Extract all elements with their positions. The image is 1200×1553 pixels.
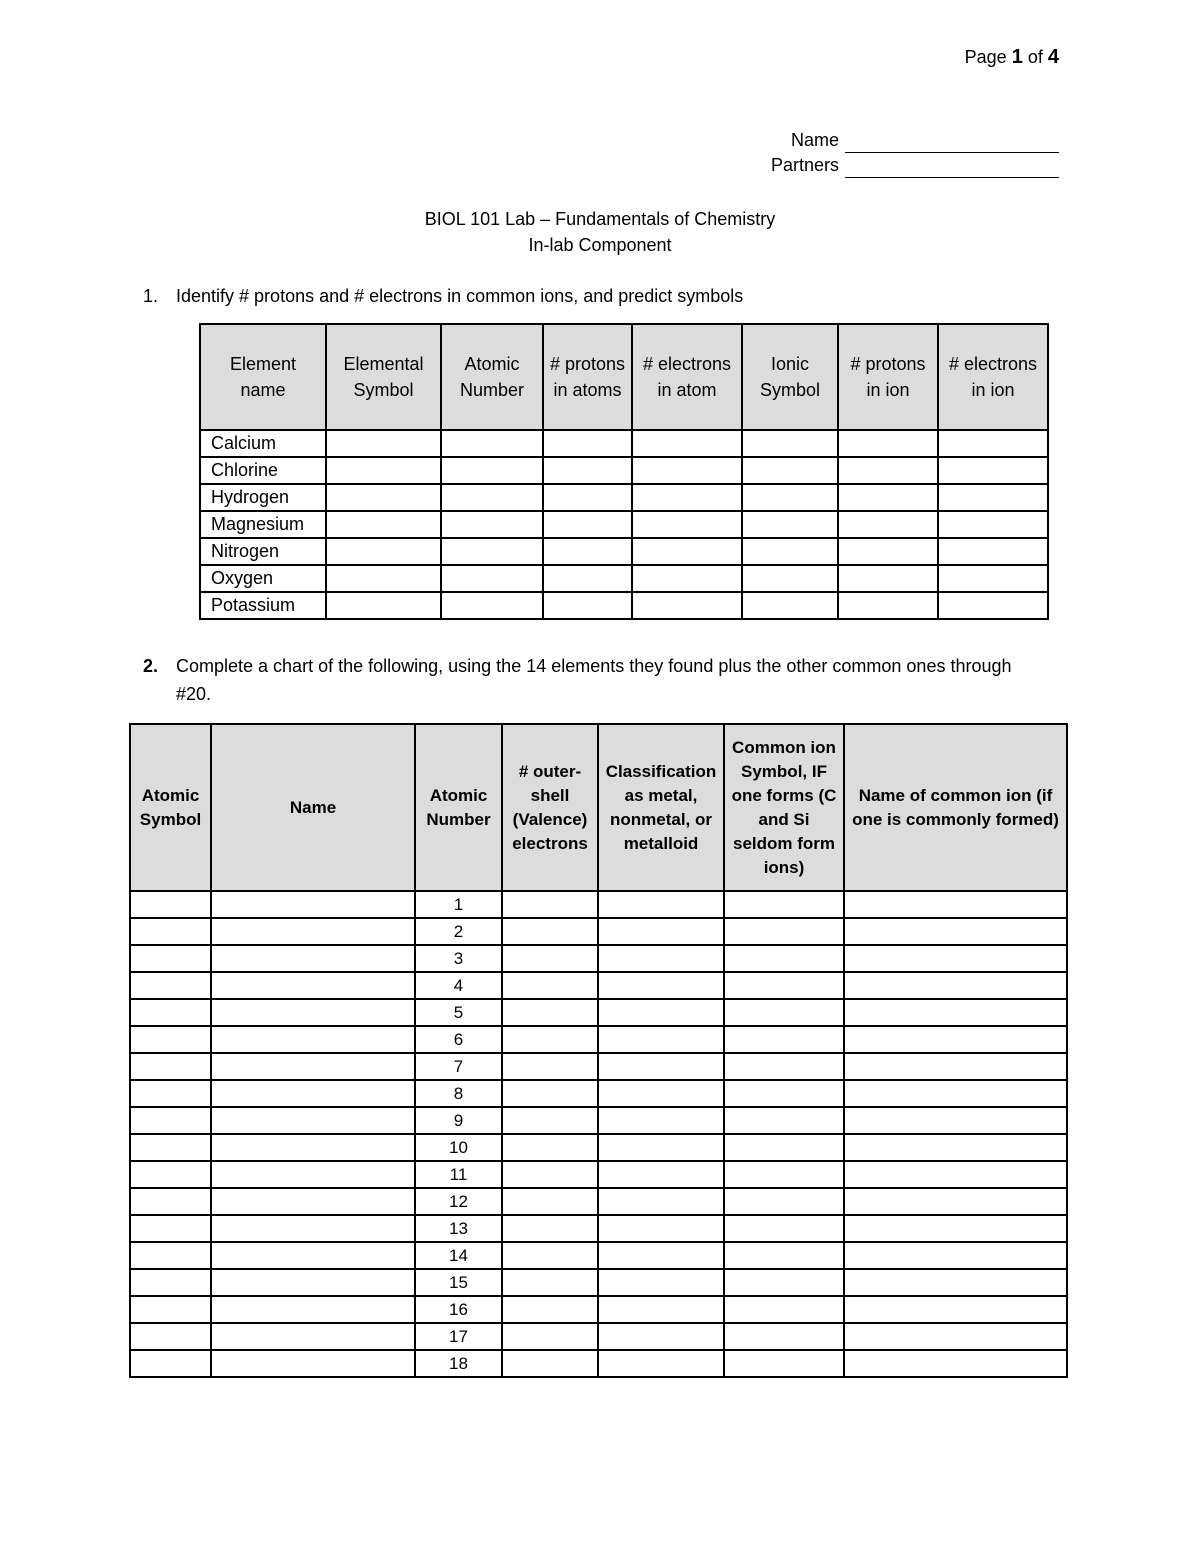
page-current: 1: [1011, 46, 1023, 68]
answer-cell[interactable]: [211, 945, 415, 972]
answer-cell[interactable]: [742, 430, 838, 457]
elements-header-cell: Common ion Symbol, IF one forms (C and Si seldom form ions): [724, 724, 844, 891]
answer-cell[interactable]: [838, 592, 938, 619]
answer-cell[interactable]: [211, 1134, 415, 1161]
answer-cell[interactable]: [543, 457, 632, 484]
answer-cell[interactable]: [838, 565, 938, 592]
answer-cell[interactable]: [130, 891, 211, 918]
answer-cell[interactable]: [543, 565, 632, 592]
answer-cell[interactable]: [598, 1107, 724, 1134]
page-total: 4: [1047, 46, 1059, 68]
answer-cell[interactable]: [938, 484, 1048, 511]
atomic-number-cell: 2: [415, 918, 502, 945]
table-row: [130, 1161, 1067, 1188]
answer-cell[interactable]: [211, 1161, 415, 1188]
answer-cell[interactable]: [598, 918, 724, 945]
answer-cell[interactable]: [441, 592, 543, 619]
answer-cell[interactable]: [724, 1269, 844, 1296]
question-2: [143, 652, 1043, 708]
title-line-2: In-lab Component: [528, 235, 672, 255]
answer-cell[interactable]: [130, 1107, 211, 1134]
atomic-number-cell: 17: [415, 1323, 502, 1350]
answer-cell[interactable]: [543, 592, 632, 619]
partners-blank[interactable]: [845, 159, 1059, 178]
answer-cell[interactable]: [844, 1269, 1067, 1296]
answer-cell[interactable]: [938, 511, 1048, 538]
answer-cell[interactable]: [130, 1188, 211, 1215]
ions-header-cell: # electrons in atom: [632, 324, 742, 430]
answer-cell[interactable]: [838, 457, 938, 484]
ions-header-cell: # protons in ion: [838, 324, 938, 430]
answer-cell[interactable]: [632, 511, 742, 538]
table-row: [130, 1107, 1067, 1134]
answer-cell[interactable]: [632, 538, 742, 565]
answer-cell[interactable]: [742, 511, 838, 538]
answer-cell[interactable]: [130, 1296, 211, 1323]
answer-cell[interactable]: [502, 1242, 598, 1269]
answer-cell[interactable]: [938, 457, 1048, 484]
table-row: [200, 511, 1048, 538]
page-of-label: of: [1027, 47, 1043, 67]
answer-cell[interactable]: [502, 945, 598, 972]
answer-cell[interactable]: [844, 1350, 1067, 1377]
elements-header-cell: Classification as metal, nonmetal, or metalloid: [598, 724, 724, 891]
element-name-cell: Magnesium: [200, 511, 326, 538]
table-row: [130, 1269, 1067, 1296]
element-name-cell: Nitrogen: [200, 538, 326, 565]
answer-cell[interactable]: [844, 1188, 1067, 1215]
answer-cell[interactable]: [938, 538, 1048, 565]
answer-cell[interactable]: [441, 538, 543, 565]
answer-cell[interactable]: [844, 1242, 1067, 1269]
answer-cell[interactable]: [502, 1026, 598, 1053]
atomic-number-cell: 3: [415, 945, 502, 972]
answer-cell[interactable]: [543, 484, 632, 511]
answer-cell[interactable]: [724, 1107, 844, 1134]
answer-cell[interactable]: [598, 1080, 724, 1107]
answer-cell[interactable]: [130, 1161, 211, 1188]
table-row: [130, 1215, 1067, 1242]
partners-field: [771, 153, 1059, 178]
ions-header-cell: Atomic Number: [441, 324, 543, 430]
atomic-number-cell: 9: [415, 1107, 502, 1134]
answer-cell[interactable]: [844, 972, 1067, 999]
table-row: [200, 484, 1048, 511]
answer-cell[interactable]: [502, 1188, 598, 1215]
answer-cell[interactable]: [326, 484, 441, 511]
answer-cell[interactable]: [742, 457, 838, 484]
answer-cell[interactable]: [724, 1188, 844, 1215]
answer-cell[interactable]: [130, 1080, 211, 1107]
atomic-number-cell: 10: [415, 1134, 502, 1161]
answer-cell[interactable]: [632, 484, 742, 511]
atomic-number-cell: 4: [415, 972, 502, 999]
answer-cell[interactable]: [502, 999, 598, 1026]
answer-cell[interactable]: [211, 999, 415, 1026]
answer-cell[interactable]: [724, 1161, 844, 1188]
answer-cell[interactable]: [502, 1080, 598, 1107]
answer-cell[interactable]: [502, 1350, 598, 1377]
answer-cell[interactable]: [326, 457, 441, 484]
answer-cell[interactable]: [130, 1215, 211, 1242]
answer-cell[interactable]: [211, 972, 415, 999]
answer-cell[interactable]: [632, 430, 742, 457]
answer-cell[interactable]: [844, 1215, 1067, 1242]
answer-cell[interactable]: [742, 592, 838, 619]
table-row: [130, 1080, 1067, 1107]
table-row: [130, 891, 1067, 918]
answer-cell[interactable]: [211, 1188, 415, 1215]
elements-header-cell: Atomic Symbol: [130, 724, 211, 891]
name-blank[interactable]: [845, 134, 1059, 153]
answer-cell[interactable]: [502, 1269, 598, 1296]
table-row: [200, 538, 1048, 565]
answer-cell[interactable]: [742, 565, 838, 592]
table-row: [130, 1350, 1067, 1377]
element-name-cell: Oxygen: [200, 565, 326, 592]
element-name-cell: Potassium: [200, 592, 326, 619]
answer-cell[interactable]: [441, 430, 543, 457]
answer-cell[interactable]: [938, 592, 1048, 619]
answer-cell[interactable]: [211, 918, 415, 945]
answer-cell[interactable]: [838, 538, 938, 565]
answer-cell[interactable]: [724, 972, 844, 999]
ions-table-body: [200, 430, 1048, 619]
answer-cell[interactable]: [543, 430, 632, 457]
answer-cell[interactable]: [502, 972, 598, 999]
atomic-number-cell: 7: [415, 1053, 502, 1080]
answer-cell[interactable]: [844, 1161, 1067, 1188]
atomic-number-cell: 6: [415, 1026, 502, 1053]
answer-cell[interactable]: [326, 511, 441, 538]
answer-cell[interactable]: [598, 1350, 724, 1377]
answer-cell[interactable]: [130, 972, 211, 999]
atomic-number-cell: 18: [415, 1350, 502, 1377]
ions-header-cell: Element name: [200, 324, 326, 430]
answer-cell[interactable]: [598, 999, 724, 1026]
answer-cell[interactable]: [502, 1296, 598, 1323]
page-label: Page: [964, 47, 1007, 67]
answer-cell[interactable]: [632, 565, 742, 592]
answer-cell[interactable]: [724, 1323, 844, 1350]
answer-cell[interactable]: [724, 891, 844, 918]
answer-cell[interactable]: [326, 430, 441, 457]
answer-cell[interactable]: [502, 1134, 598, 1161]
answer-cell[interactable]: [844, 1323, 1067, 1350]
atomic-number-cell: 8: [415, 1080, 502, 1107]
answer-cell[interactable]: [724, 918, 844, 945]
answer-cell[interactable]: [844, 1134, 1067, 1161]
ions-header-cell: Ionic Symbol: [742, 324, 838, 430]
table-row: [130, 1296, 1067, 1323]
answer-cell[interactable]: [598, 891, 724, 918]
answer-cell[interactable]: [502, 1161, 598, 1188]
question-2-text: Complete a chart of the following, using the 14 elements they found plus the other common ones through #20.: [176, 656, 1012, 704]
answer-cell[interactable]: [598, 1188, 724, 1215]
partners-label: Partners: [770, 155, 839, 175]
answer-cell[interactable]: [211, 1053, 415, 1080]
answer-cell[interactable]: [211, 1269, 415, 1296]
answer-cell[interactable]: [838, 511, 938, 538]
answer-cell[interactable]: [211, 1242, 415, 1269]
answer-cell[interactable]: [130, 1323, 211, 1350]
atomic-number-cell: 15: [415, 1269, 502, 1296]
ions-table-header: [200, 324, 1048, 430]
answer-cell[interactable]: [543, 511, 632, 538]
answer-cell[interactable]: [211, 1350, 415, 1377]
table-row: [130, 918, 1067, 945]
table-row: [130, 1323, 1067, 1350]
elements-table: [129, 723, 1068, 1378]
answer-cell[interactable]: [724, 1080, 844, 1107]
answer-cell[interactable]: [326, 592, 441, 619]
answer-cell[interactable]: [844, 1026, 1067, 1053]
answer-cell[interactable]: [938, 565, 1048, 592]
answer-cell[interactable]: [130, 999, 211, 1026]
table-row: [130, 1053, 1067, 1080]
answer-cell[interactable]: [838, 484, 938, 511]
answer-cell[interactable]: [632, 592, 742, 619]
table-row: [200, 457, 1048, 484]
answer-cell[interactable]: [130, 1053, 211, 1080]
table-row: [200, 430, 1048, 457]
answer-cell[interactable]: [130, 1269, 211, 1296]
table-row: [200, 565, 1048, 592]
table-row: [130, 999, 1067, 1026]
answer-cell[interactable]: [598, 1026, 724, 1053]
answer-cell[interactable]: [130, 918, 211, 945]
answer-cell[interactable]: [838, 430, 938, 457]
answer-cell[interactable]: [130, 1242, 211, 1269]
table-row: [130, 972, 1067, 999]
answer-cell[interactable]: [844, 1053, 1067, 1080]
answer-cell[interactable]: [724, 1296, 844, 1323]
answer-cell[interactable]: [844, 999, 1067, 1026]
answer-cell[interactable]: [441, 457, 543, 484]
answer-cell[interactable]: [598, 1242, 724, 1269]
answer-cell[interactable]: [598, 945, 724, 972]
atomic-number-cell: 13: [415, 1215, 502, 1242]
answer-cell[interactable]: [441, 565, 543, 592]
answer-cell[interactable]: [598, 1323, 724, 1350]
elements-header-cell: # outer-shell (Valence) electrons: [502, 724, 598, 891]
question-1-text: Identify # protons and # electrons in common ions, and predict symbols: [176, 286, 744, 306]
answer-cell[interactable]: [598, 1161, 724, 1188]
answer-cell[interactable]: [502, 1323, 598, 1350]
answer-cell[interactable]: [724, 1242, 844, 1269]
ions-table: [199, 323, 1049, 620]
answer-cell[interactable]: [844, 1080, 1067, 1107]
answer-cell[interactable]: [441, 484, 543, 511]
answer-cell[interactable]: [502, 918, 598, 945]
answer-cell[interactable]: [211, 1107, 415, 1134]
question-1-number: 1.: [143, 286, 159, 306]
answer-cell[interactable]: [130, 1134, 211, 1161]
answer-cell[interactable]: [742, 538, 838, 565]
header-fields: [771, 128, 1059, 178]
table-row: [130, 1026, 1067, 1053]
answer-cell[interactable]: [724, 1350, 844, 1377]
table-row: [130, 1188, 1067, 1215]
atomic-number-cell: 11: [415, 1161, 502, 1188]
table-row: [130, 1242, 1067, 1269]
table-row: [130, 945, 1067, 972]
answer-cell[interactable]: [211, 1215, 415, 1242]
answer-cell[interactable]: [211, 1323, 415, 1350]
answer-cell[interactable]: [543, 538, 632, 565]
answer-cell[interactable]: [441, 511, 543, 538]
answer-cell[interactable]: [502, 891, 598, 918]
name-field: [771, 128, 1059, 153]
table-row: [200, 592, 1048, 619]
answer-cell[interactable]: [326, 538, 441, 565]
answer-cell[interactable]: [742, 484, 838, 511]
elements-header-cell: Name of common ion (if one is commonly formed): [844, 724, 1067, 891]
answer-cell[interactable]: [844, 945, 1067, 972]
answer-cell[interactable]: [211, 1026, 415, 1053]
ions-header-cell: Elemental Symbol: [326, 324, 441, 430]
answer-cell[interactable]: [724, 999, 844, 1026]
element-name-cell: Hydrogen: [200, 484, 326, 511]
name-label: Name: [790, 130, 839, 150]
answer-cell[interactable]: [130, 1026, 211, 1053]
elements-header-cell: Atomic Number: [415, 724, 502, 891]
answer-cell[interactable]: [844, 1107, 1067, 1134]
answer-cell[interactable]: [598, 1269, 724, 1296]
answer-cell[interactable]: [598, 1296, 724, 1323]
atomic-number-cell: 1: [415, 891, 502, 918]
answer-cell[interactable]: [598, 1134, 724, 1161]
element-name-cell: Calcium: [200, 430, 326, 457]
atomic-number-cell: 14: [415, 1242, 502, 1269]
document-title: [0, 206, 1200, 258]
answer-cell[interactable]: [724, 1134, 844, 1161]
answer-cell[interactable]: [502, 1215, 598, 1242]
elements-table-body: [130, 891, 1067, 1377]
answer-cell[interactable]: [724, 1026, 844, 1053]
answer-cell[interactable]: [724, 1215, 844, 1242]
answer-cell[interactable]: [130, 945, 211, 972]
ions-header-cell: # protons in atoms: [543, 324, 632, 430]
answer-cell[interactable]: [598, 1215, 724, 1242]
answer-cell[interactable]: [632, 457, 742, 484]
answer-cell[interactable]: [844, 1296, 1067, 1323]
atomic-number-cell: 12: [415, 1188, 502, 1215]
answer-cell[interactable]: [724, 1053, 844, 1080]
answer-cell[interactable]: [211, 1080, 415, 1107]
answer-cell[interactable]: [502, 1107, 598, 1134]
answer-cell[interactable]: [598, 972, 724, 999]
answer-cell[interactable]: [598, 1053, 724, 1080]
answer-cell[interactable]: [211, 1296, 415, 1323]
question-2-number: 2.: [143, 656, 159, 676]
answer-cell[interactable]: [844, 891, 1067, 918]
atomic-number-cell: 16: [415, 1296, 502, 1323]
element-name-cell: Chlorine: [200, 457, 326, 484]
answer-cell[interactable]: [211, 891, 415, 918]
title-line-1: BIOL 101 Lab – Fundamentals of Chemistry: [424, 209, 776, 229]
answer-cell[interactable]: [724, 945, 844, 972]
answer-cell[interactable]: [326, 565, 441, 592]
answer-cell[interactable]: [130, 1350, 211, 1377]
ions-header-cell: # electrons in ion: [938, 324, 1048, 430]
table-row: [130, 1134, 1067, 1161]
elements-header-cell: Name: [211, 724, 415, 891]
atomic-number-cell: 5: [415, 999, 502, 1026]
answer-cell[interactable]: [502, 1053, 598, 1080]
answer-cell[interactable]: [938, 430, 1048, 457]
elements-table-header: [130, 724, 1067, 891]
answer-cell[interactable]: [844, 918, 1067, 945]
page-number: [965, 46, 1059, 69]
